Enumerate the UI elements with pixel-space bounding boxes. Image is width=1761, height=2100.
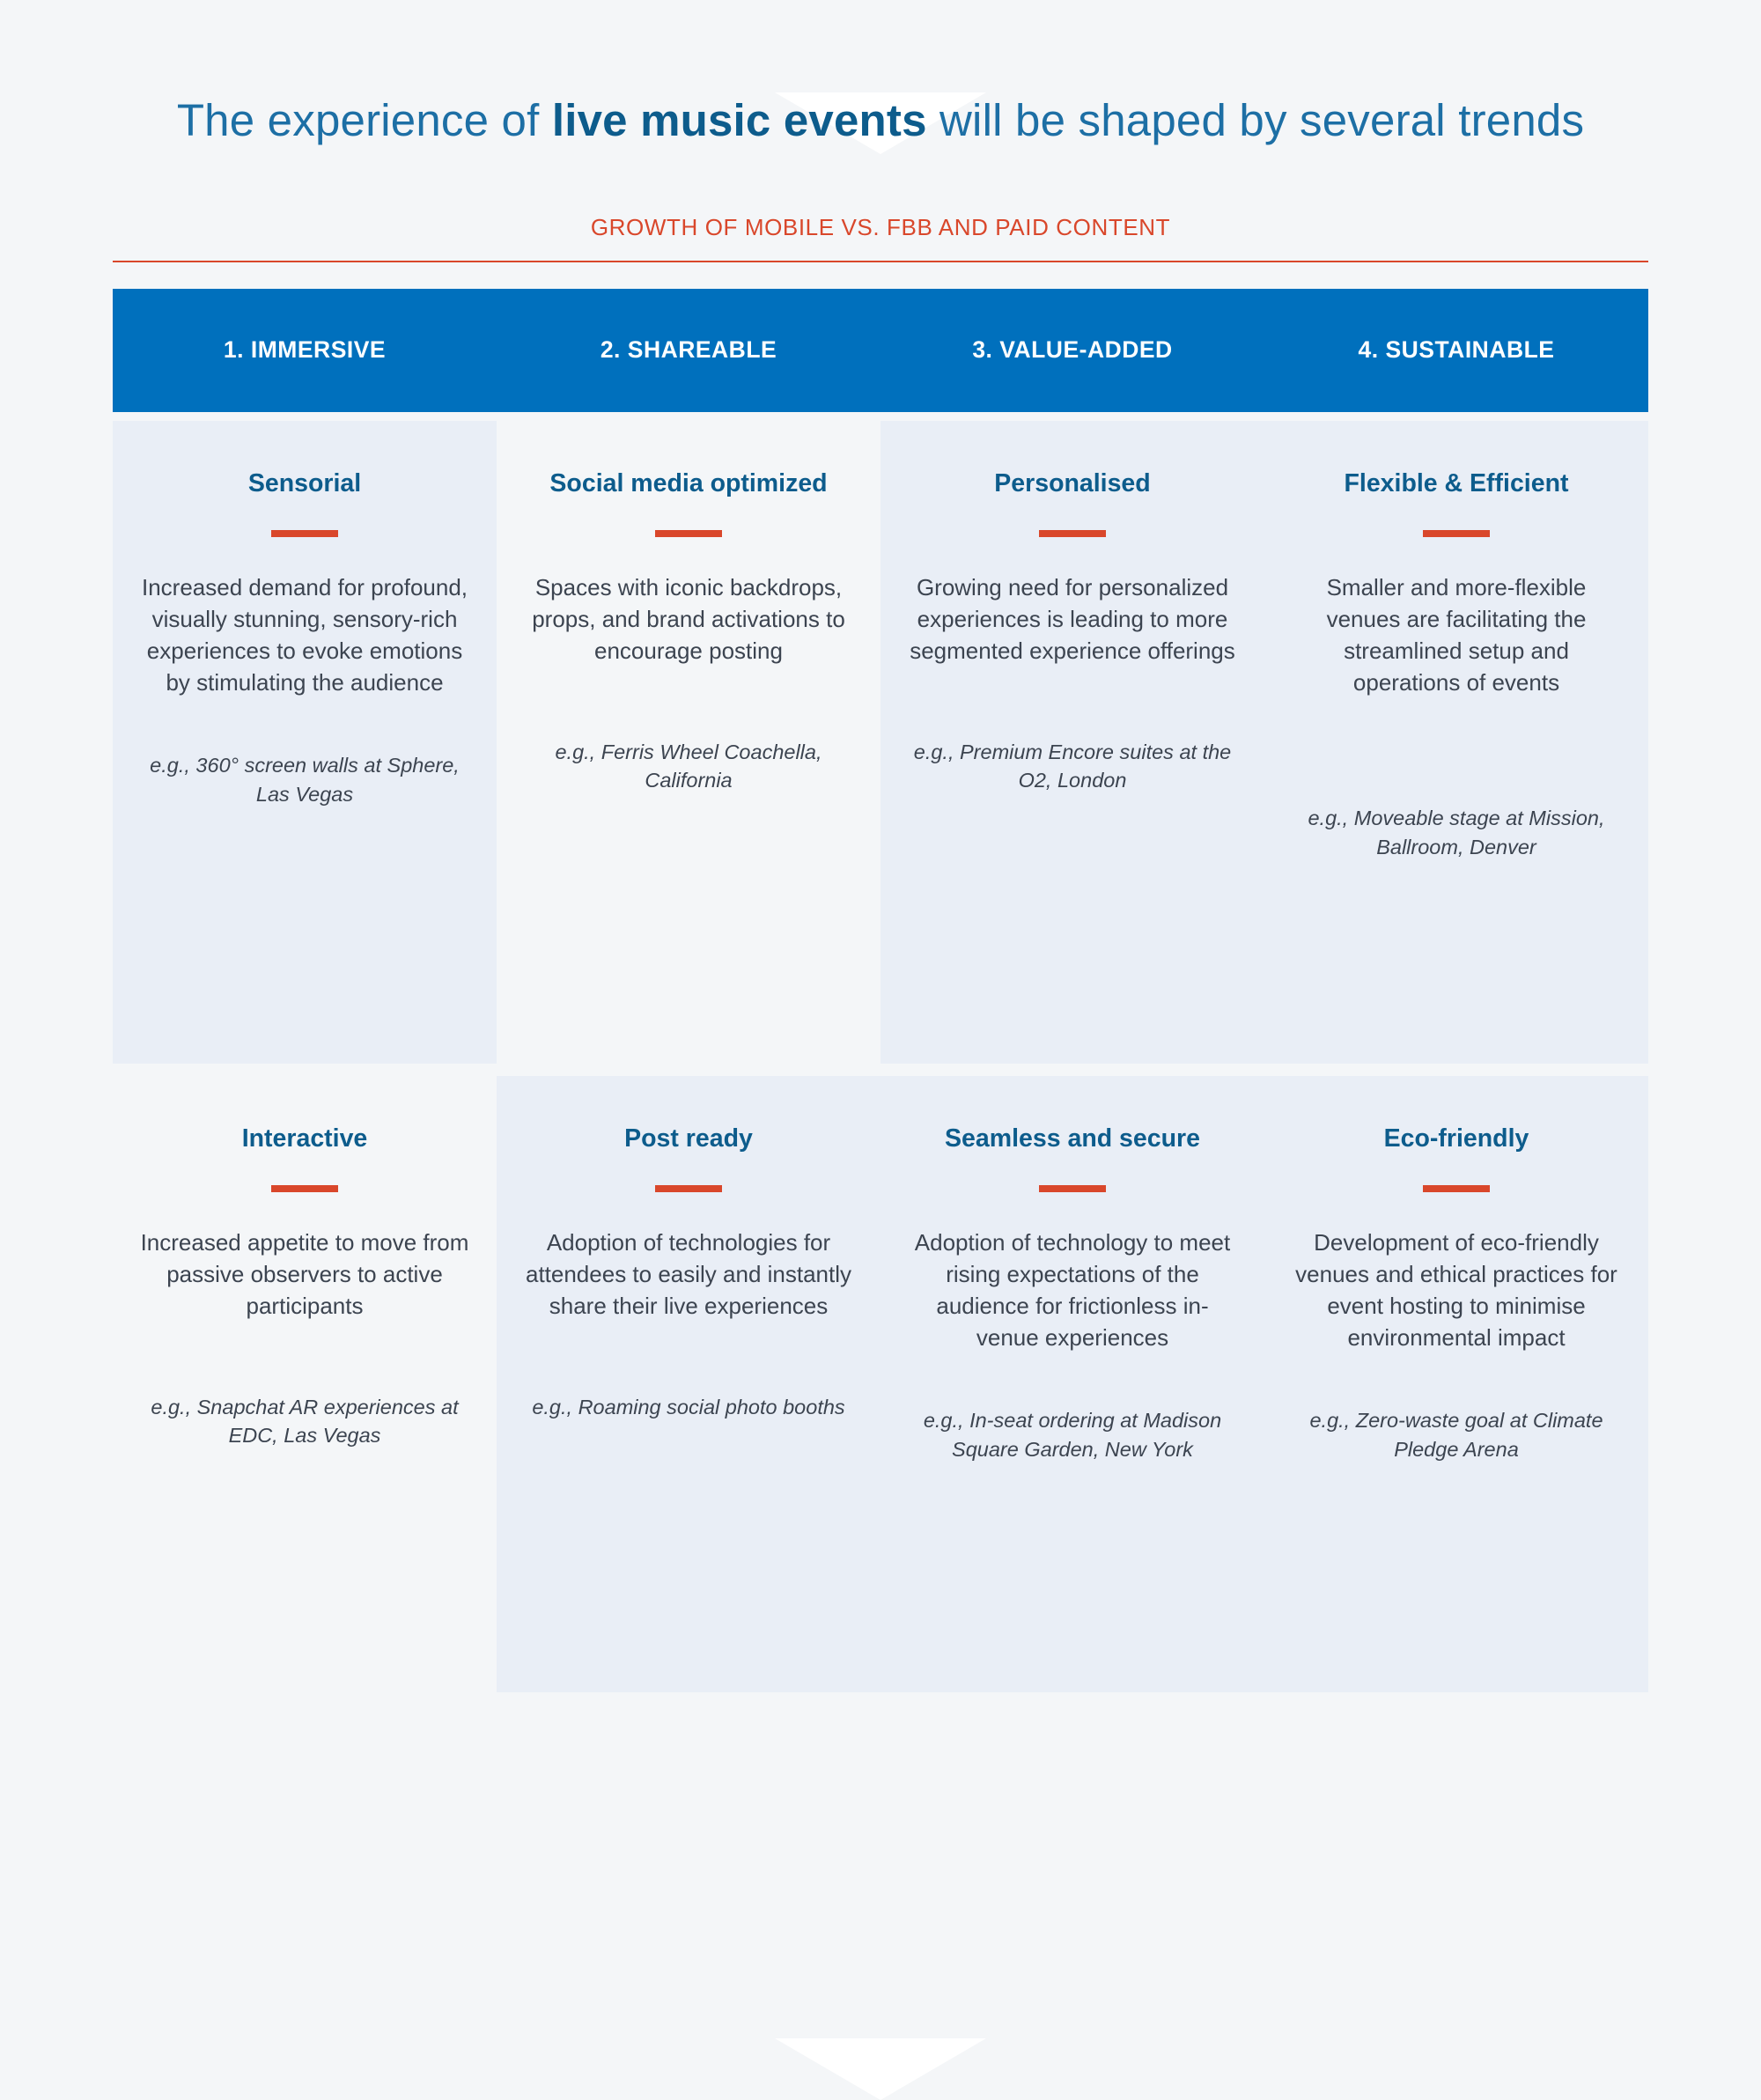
section-subtitle: GROWTH OF MOBILE VS. FBB AND PAID CONTENT [590, 213, 1171, 240]
cell-sensorial [113, 421, 497, 1064]
cell-example: e.g., Premium Encore suites at the O2, London [913, 740, 1232, 792]
cell-eco-friendly [1264, 1076, 1648, 1692]
cell-example: e.g., 360° screen walls at Sphere, Las Vegas [150, 754, 460, 806]
matrix-row-1 [113, 421, 1648, 1064]
cell-title: Flexible & Efficient [1344, 468, 1569, 497]
trends-matrix [113, 289, 1648, 1692]
cell-body: Increased demand for profound, visually stunning, sensory-rich experiences to evoke emotions by stimulating the audience [141, 573, 468, 696]
column-header-shareable: 2. SHAREABLE [600, 336, 777, 364]
matrix-header-row [113, 289, 1648, 412]
column-header-immersive: 1. IMMERSIVE [223, 336, 387, 364]
cell-interactive [113, 1076, 497, 1692]
slide-container [0, 92, 1761, 1692]
column-header-sustainable: 4. SUSTAINABLE [1358, 336, 1555, 364]
cell-flexible-efficient [1264, 421, 1648, 1064]
subtitle-divider [113, 261, 1648, 262]
cell-example: e.g., Moveable stage at Mission, Ballroom, Denver [1308, 807, 1605, 858]
cell-body: Adoption of technology to meet rising expectations of the audience for frictionless in-venue experiences [914, 1228, 1231, 1351]
cell-example: e.g., Snapchat AR experiences at EDC, Las Vegas [151, 1395, 459, 1447]
red-divider [655, 1185, 722, 1192]
cell-title: Personalised [994, 468, 1151, 497]
cell-body: Development of eco-friendly venues and ethical practices for event hosting to minimise environmental impact [1295, 1228, 1617, 1351]
red-divider [655, 530, 722, 537]
page-title-part1: The experience of [176, 95, 552, 145]
matrix-row-2 [113, 1076, 1648, 1692]
cell-title: Post ready [624, 1124, 753, 1153]
cell-body: Adoption of technologies for attendees to easily and instantly share their live experiences [525, 1228, 852, 1319]
page-title-part2: will be shaped by several trends [926, 95, 1585, 145]
red-divider [1423, 530, 1490, 537]
red-divider [271, 1185, 338, 1192]
cell-title: Eco-friendly [1383, 1124, 1529, 1153]
bottom-chevron-decoration [775, 2038, 986, 2100]
cell-title: Social media optimized [549, 468, 828, 497]
red-divider [1423, 1185, 1490, 1192]
cell-body: Increased appetite to move from passive observers to active participants [140, 1228, 469, 1319]
red-divider [271, 530, 338, 537]
cell-title: Sensorial [247, 468, 362, 497]
cell-seamless-and-secure [880, 1076, 1264, 1692]
cell-social-media-optimized [497, 421, 880, 1064]
page-title [113, 92, 1648, 149]
cell-example: e.g., Roaming social photo booths [532, 1395, 845, 1418]
page-title-accent: live music events [551, 95, 927, 145]
cell-body: Smaller and more-flexible venues are facilitating the streamlined setup and operations of events [1326, 573, 1587, 696]
cell-example: e.g., Zero-waste goal at Climate Pledge Arena [1309, 1409, 1603, 1461]
cell-post-ready [497, 1076, 880, 1692]
cell-example: e.g., In-seat ordering at Madison Square Garden, New York [923, 1409, 1222, 1461]
cell-example: e.g., Ferris Wheel Coachella, California [555, 740, 822, 792]
cell-body: Growing need for personalized experiences is leading to more segmented experience offerings [910, 573, 1235, 664]
cell-title: Interactive [241, 1124, 368, 1153]
cell-title: Seamless and secure [945, 1124, 1200, 1153]
column-header-value-added: 3. VALUE-ADDED [972, 336, 1173, 364]
red-divider [1039, 1185, 1106, 1192]
cell-personalised [880, 421, 1264, 1064]
cell-body: Spaces with iconic backdrops, props, and brand activations to encourage posting [532, 573, 845, 664]
red-divider [1039, 530, 1106, 537]
